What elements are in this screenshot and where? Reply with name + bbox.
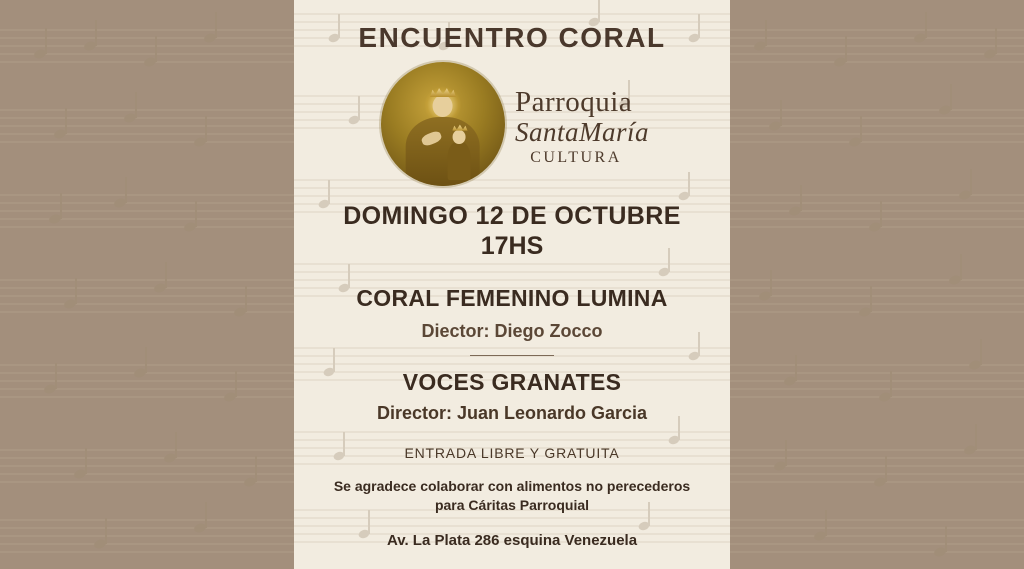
parish-name-line1: Parroquia	[514, 86, 633, 118]
concert-poster	[294, 0, 730, 569]
choir-director-1: Diector: Diego Zocco	[421, 321, 603, 341]
donation-note	[294, 477, 730, 515]
choir-name-2: VOCES GRANATES	[402, 369, 622, 395]
event-date: DOMINGO 12 DE OCTUBRE	[343, 202, 681, 230]
choir-director-2: Director: Juan Leonardo Garcia	[376, 403, 648, 423]
virgin-and-child-medallion-icon	[381, 62, 505, 186]
venue-address: Av. La Plata 286 esquina Venezuela	[386, 531, 638, 549]
section-divider	[470, 355, 554, 356]
parish-logo	[294, 62, 730, 186]
parish-name-line3: CULTURA	[530, 149, 622, 166]
parish-name-line2: SantaMaría	[514, 117, 649, 147]
event-time: 17HS	[480, 232, 544, 260]
sheet-music-background-right	[730, 0, 1024, 569]
free-entry-note: ENTRADA LIBRE Y GRATUITA	[404, 445, 620, 461]
parish-wordmark	[515, 82, 649, 166]
donation-note-line1: Se agradece colaborar con alimentos no perecederos	[333, 478, 691, 494]
page-title: ENCUENTRO CORAL	[358, 22, 666, 53]
donation-note-line2: para Cáritas Parroquial	[434, 496, 590, 513]
choir-name-1: CORAL FEMENINO LUMINA	[356, 285, 668, 311]
sheet-music-background-left	[0, 0, 294, 569]
